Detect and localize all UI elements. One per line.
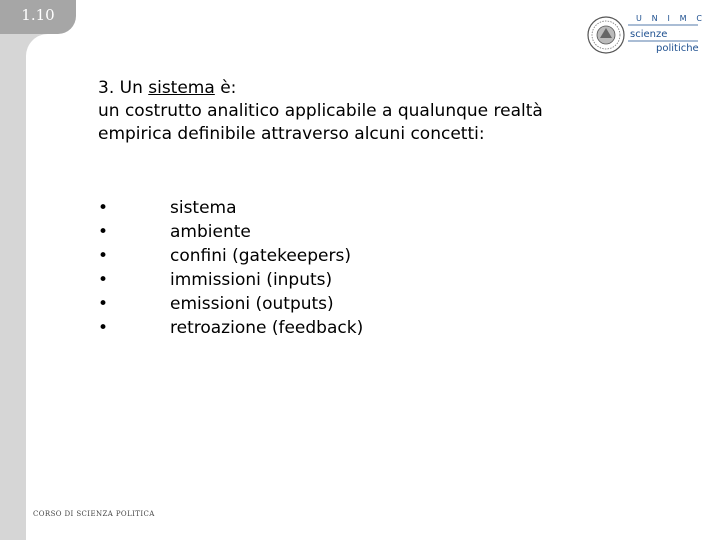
bullet-icon: • [98, 222, 109, 242]
bullet-icon: • [98, 246, 109, 266]
heading-suffix: è: [214, 78, 237, 98]
bullet-icon: • [98, 294, 109, 314]
list-item-text: emissioni (outputs) [170, 294, 334, 314]
footer-course-name: CORSO DI SCIENZA POLITICA [33, 510, 155, 518]
body-line-2: un costrutto analitico applicabile a qualunque realtà [98, 101, 543, 121]
slide-number-tab [0, 0, 76, 34]
bullet-icon: • [98, 270, 109, 290]
logo-letters [636, 14, 702, 23]
logo-letter: M [679, 14, 687, 23]
slide-number: 1.10 [21, 6, 55, 24]
logo-line2: politiche [656, 43, 699, 54]
logo-line1: scienze [630, 29, 668, 40]
list-item-text: confini (gatekeepers) [170, 246, 351, 266]
body-line-3: empirica definibile attraverso alcuni concetti: [98, 124, 485, 144]
left-sidebar-bar [0, 0, 26, 540]
list-item-text: immissioni (inputs) [170, 270, 333, 290]
university-logo [586, 12, 704, 60]
slide-heading [98, 77, 698, 100]
bullet-icon: • [98, 198, 109, 218]
list-item-text: retroazione (feedback) [170, 318, 364, 338]
list-item-text: ambiente [170, 222, 251, 242]
slide-body [98, 77, 698, 146]
seal-icon [586, 14, 626, 58]
heading-prefix: 3. Un [98, 78, 149, 98]
heading-term: sistema [148, 78, 215, 98]
list-item-text: sistema [170, 198, 237, 218]
bullet-icon: • [98, 318, 109, 338]
logo-letter: U [636, 14, 642, 23]
logo-letter: C [696, 14, 702, 23]
logo-letter: N [651, 14, 658, 23]
logo-letter: I [667, 14, 670, 23]
